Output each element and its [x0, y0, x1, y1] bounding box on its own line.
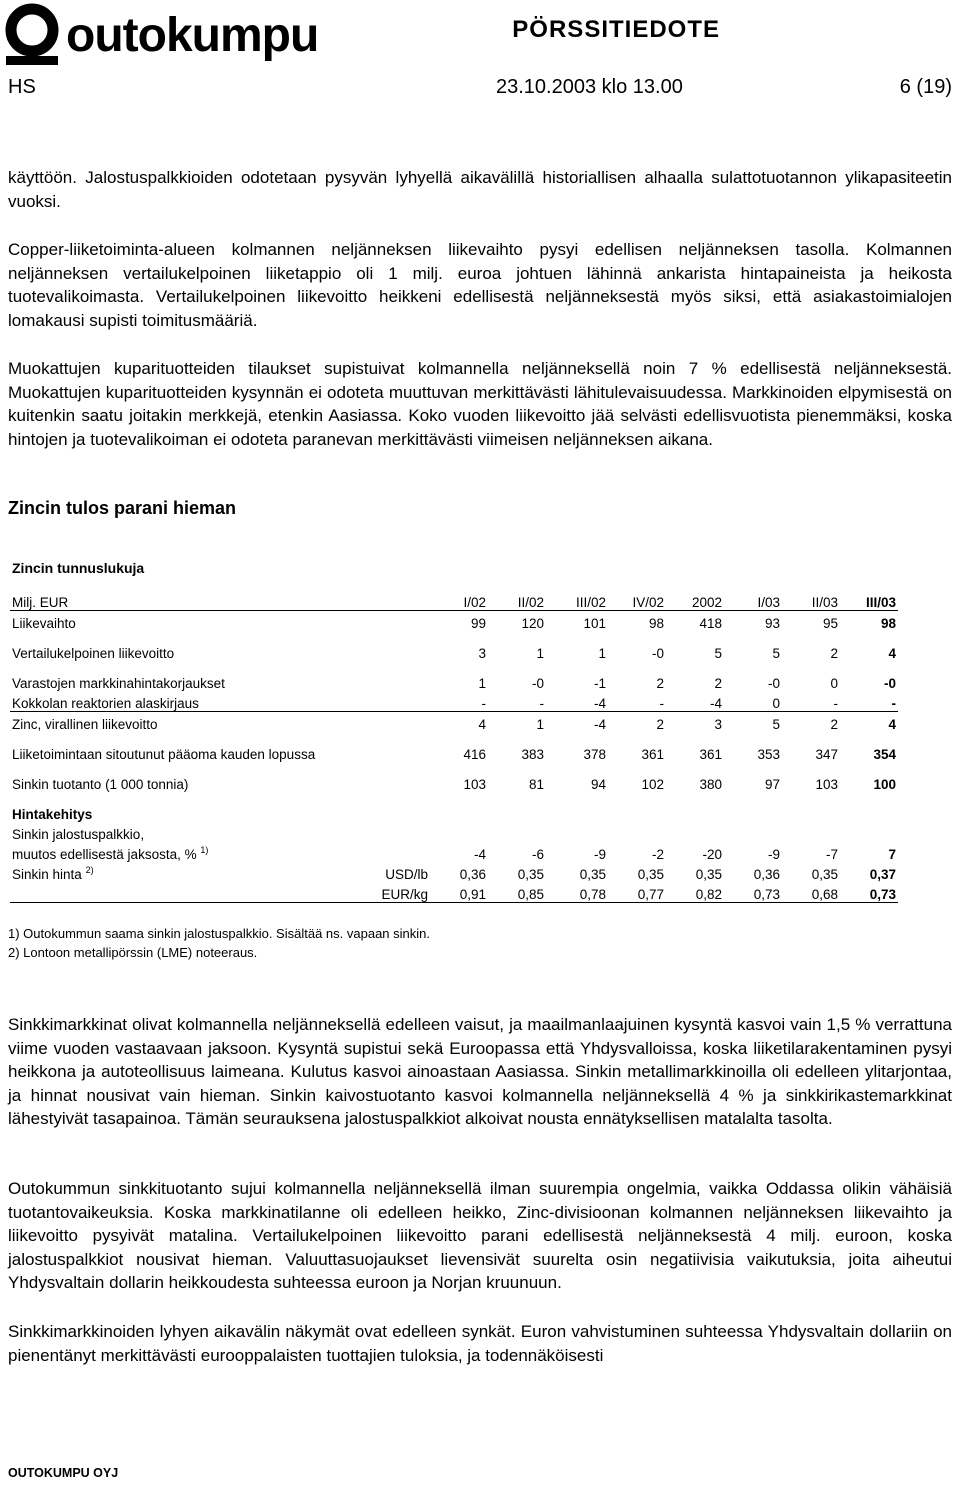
- spacer-cell: [10, 631, 368, 641]
- row-unit: [368, 641, 430, 661]
- value-cell: -9: [593, 847, 606, 862]
- value-cell: 378: [583, 747, 606, 762]
- paragraph: Copper-liiketoiminta-alueen kolmannen neljänneksen liikevaihto pysyi edellisen neljänneksen tasolla. Kolmannen neljänneksen vertailukelpoinen liiketappio oli 1 milj. euroa johtuen lähinnä ankarista hintapaineista ja heikosta tuotevalikoimasta. Vertailukelpoinen liikevoitto heikkeni edellisestä neljänneksestä myös siksi, että asiakastoimialojen lomakausi supisti toimitusmääriä.: [8, 240, 952, 330]
- spacer-cell: [488, 631, 546, 641]
- table-row: [10, 661, 898, 671]
- spacer-cell: [546, 762, 608, 772]
- table-row: [10, 762, 898, 772]
- empty-cell: [546, 802, 608, 822]
- table-row: [10, 802, 898, 822]
- value-cell: -0: [651, 646, 664, 661]
- paragraph: Muokattujen kuparituotteiden tilaukset supistuivat kolmannella neljänneksellä noin 7 % edellisestä neljänneksestä. Muokattujen kuparituotteiden kysynnän ei odoteta muuttuvan merkittävästi lähitulevaisuudessa. Markkinoiden elpymisestä on kuitenkin saatu joitakin merkkejä, etenkin Aasiassa. Koko vuoden liikevoitto jää selvästi edellisvuotista pienemmäksi, koska hintojen ja tuotevalikoiman ei odoteta paranevan merkittävästi viimeisen neljänneksen aikana.: [8, 359, 952, 449]
- value-cell: 4: [478, 717, 486, 732]
- value-cell: -20: [702, 847, 722, 862]
- value-cell: 0,68: [782, 882, 840, 903]
- spacer-cell: [840, 792, 898, 802]
- empty-cell: [368, 822, 430, 842]
- spacer-cell: [546, 631, 608, 641]
- row-unit: [368, 772, 430, 792]
- column-header: II/02: [488, 590, 546, 611]
- paragraph: Outokummun sinkkituotanto sujui kolmannella neljänneksellä ilman suurempia ongelmia, vaikka Oddassa olikin vähäisiä tuotantovaikeuksia. Koska markkinatilanne oli edelleen heikko, Zinc-divisioonan kolmannen neljänneksen liikevaihto ja liikevoitto pysyivät matalina. Vertailukelpoinen liikevoitto parani edellisestä neljänneksestä 4 milj. euroon, koska jalostuspalkkiot nousivat hieman. Valuuttasuojaukset lievensivät suurelta osin negatiivisia vaikutuksia, joita aiheutui Yhdysvaltain dollarin heikkoudesta suhteessa euroon ja Norjan kruunuun.: [8, 1179, 952, 1293]
- empty-cell: [608, 802, 666, 822]
- value-cell: 1: [536, 646, 544, 661]
- value-cell: 0,36: [459, 867, 486, 882]
- value-cell: 5: [772, 646, 780, 661]
- spacer-cell: [666, 792, 724, 802]
- column-header: IV/02: [608, 590, 666, 611]
- value-cell: 416: [463, 747, 486, 762]
- table-row: [10, 641, 898, 661]
- value-cell: 99: [470, 616, 486, 631]
- empty-cell: [488, 802, 546, 822]
- value-cell: 4: [888, 717, 896, 732]
- footnote: 1) Outokummun saama sinkin jalostuspalkkio. Sisältää ns. vapaan sinkin.: [8, 926, 430, 941]
- empty-cell: [782, 822, 840, 842]
- row-unit: [368, 671, 430, 691]
- value-cell: 103: [815, 777, 838, 792]
- row-label: Sinkin jalostuspalkkio,: [12, 827, 145, 842]
- value-cell: 4: [888, 646, 896, 661]
- spacer-cell: [840, 732, 898, 742]
- value-cell: 0,82: [666, 882, 724, 903]
- value-cell: 5: [772, 717, 780, 732]
- row-unit: USD/lb: [385, 867, 428, 882]
- value-cell: 0,85: [488, 882, 546, 903]
- empty-cell: [840, 822, 898, 842]
- value-cell: 2: [656, 676, 664, 691]
- value-cell: 102: [641, 777, 664, 792]
- value-cell: -0: [531, 676, 544, 691]
- value-cell: 0,35: [579, 867, 606, 882]
- value-cell: 103: [463, 777, 486, 792]
- spacer-cell: [368, 762, 430, 772]
- paragraph: Sinkkimarkkinat olivat kolmannella neljänneksellä edelleen vaisut, ja maailmanlaajuinen kysyntä kasvoi vain 1,5 % verrattuna viime vuoden vastaavaan jaksoon. Kysyntä supistui sekä Euroopassa että Yhdysvalloissa, koska liiketilarakentaminen pysyi heikkona ja autoteollisuus laimeana. Kulutus kasvoi ainoastaan Aasiassa. Sinkin metallimarkkinoilla oli edelleen ylitarjontaa, ja hinnat nousivat vain hieman. Sinkin kaivostuotanto kasvoi kolmannella neljänneksellä 4 % ja sinkkirikastemarkkinat lähestyivät tasapainoa. Tämän seurauksena jalostuspalkkiot alkoivat nousta ennätyksellisen matalalta tasolta.: [8, 1015, 952, 1129]
- column-header: III/03: [840, 590, 898, 611]
- value-cell: 120: [521, 616, 544, 631]
- document-type: PÖRSSITIEDOTE: [512, 16, 720, 43]
- value-cell: -: [488, 691, 546, 712]
- value-cell: -9: [767, 847, 780, 862]
- column-header: III/02: [546, 590, 608, 611]
- table-row: [10, 590, 898, 611]
- value-cell: 0,37: [869, 867, 896, 882]
- value-cell: 361: [699, 747, 722, 762]
- value-cell: 383: [521, 747, 544, 762]
- value-cell: -: [608, 691, 666, 712]
- value-cell: 7: [888, 847, 896, 862]
- row-label: Sinkin tuotanto (1 000 tonnia): [12, 777, 189, 792]
- value-cell: -: [430, 691, 488, 712]
- value-cell: 0,35: [637, 867, 664, 882]
- spacer-cell: [724, 792, 782, 802]
- value-cell: -: [840, 691, 898, 712]
- spacer-cell: [666, 732, 724, 742]
- row-label-text: muutos edellisestä jaksosta, %: [12, 847, 197, 862]
- spacer-cell: [608, 732, 666, 742]
- empty-cell: [608, 822, 666, 842]
- table-row: [10, 792, 898, 802]
- row-unit: [368, 842, 430, 862]
- row-unit: EUR/kg: [368, 882, 430, 903]
- value-cell: -2: [651, 847, 664, 862]
- page-number: 6 (19): [899, 76, 952, 98]
- value-cell: 380: [699, 777, 722, 792]
- row-label: Liikevaihto: [12, 616, 76, 631]
- spacer-cell: [840, 661, 898, 671]
- value-cell: -4: [666, 691, 724, 712]
- row-label-text: Sinkin hinta: [12, 867, 82, 882]
- spacer-cell: [546, 661, 608, 671]
- row-label: [10, 842, 368, 862]
- empty-cell: [666, 802, 724, 822]
- spacer-cell: [546, 732, 608, 742]
- spacer-cell: [10, 792, 368, 802]
- spacer-cell: [666, 661, 724, 671]
- spacer-cell: [546, 792, 608, 802]
- column-header: [368, 590, 430, 611]
- table-row: [10, 611, 898, 632]
- value-cell: 0,35: [695, 867, 722, 882]
- value-cell: 0: [830, 676, 838, 691]
- spacer-cell: [368, 631, 430, 641]
- value-cell: 0,91: [430, 882, 488, 903]
- value-cell: 361: [641, 747, 664, 762]
- table-row: [10, 882, 898, 903]
- spacer-cell: [724, 762, 782, 772]
- row-unit: [368, 691, 430, 712]
- value-cell: -4: [473, 847, 486, 862]
- empty-cell: [430, 802, 488, 822]
- spacer-cell: [608, 762, 666, 772]
- table-title: Zincin tunnuslukuja: [12, 560, 145, 576]
- spacer-cell: [782, 661, 840, 671]
- spacer-cell: [782, 762, 840, 772]
- row-label: Liiketoimintaan sitoutunut pääoma kauden lopussa: [12, 747, 316, 762]
- row-label: Zinc, virallinen liikevoitto: [12, 717, 158, 732]
- spacer-cell: [608, 661, 666, 671]
- empty-cell: [430, 822, 488, 842]
- value-cell: 5: [714, 646, 722, 661]
- value-cell: 98: [648, 616, 664, 631]
- column-header: I/03: [724, 590, 782, 611]
- value-cell: -6: [531, 847, 544, 862]
- spacer-cell: [430, 661, 488, 671]
- value-cell: -0: [767, 676, 780, 691]
- empty-cell: [782, 802, 840, 822]
- value-cell: 95: [822, 616, 838, 631]
- value-cell: 101: [583, 616, 606, 631]
- value-cell: -4: [546, 691, 608, 712]
- zinc-key-figures-table: [10, 590, 898, 903]
- row-unit: [368, 742, 430, 762]
- spacer-cell: [840, 631, 898, 641]
- value-cell: -7: [825, 847, 838, 862]
- row-label: Vertailukelpoinen liikevoitto: [12, 646, 175, 661]
- spacer-cell: [368, 661, 430, 671]
- value-cell: 418: [699, 616, 722, 631]
- row-label: Kokkolan reaktorien alaskirjaus: [10, 691, 368, 712]
- value-cell: 347: [815, 747, 838, 762]
- row-label: [10, 882, 368, 903]
- footnote: 2) Lontoon metallipörssin (LME) noteeraus.: [8, 945, 258, 960]
- spacer-cell: [488, 762, 546, 772]
- value-cell: 1: [478, 676, 486, 691]
- value-cell: 0,73: [840, 882, 898, 903]
- spacer-cell: [608, 631, 666, 641]
- spacer-cell: [430, 792, 488, 802]
- column-header: Milj. EUR: [10, 590, 368, 611]
- department-code: HS: [8, 76, 36, 98]
- value-cell: 2: [830, 646, 838, 661]
- value-cell: 93: [764, 616, 780, 631]
- paragraph: käyttöön. Jalostuspalkkioiden odotetaan pysyvän lyhyellä aikavälillä historiallisen alhaalla sulattotuotannon ylikapasiteetin vuoksi.: [8, 168, 952, 211]
- value-cell: 2: [656, 717, 664, 732]
- table-row: [10, 862, 898, 882]
- table-row: [10, 732, 898, 742]
- value-cell: 98: [880, 616, 896, 631]
- table-row: [10, 822, 898, 842]
- column-header: II/03: [782, 590, 840, 611]
- footnote-ref: 2): [85, 865, 94, 875]
- value-cell: 1: [598, 646, 606, 661]
- empty-cell: [724, 802, 782, 822]
- spacer-cell: [488, 732, 546, 742]
- value-cell: 0,35: [811, 867, 838, 882]
- value-cell: 1: [536, 717, 544, 732]
- section-heading: Zincin tulos parani hieman: [8, 498, 237, 518]
- value-cell: 0,36: [753, 867, 780, 882]
- table-row: [10, 712, 898, 733]
- spacer-cell: [10, 661, 368, 671]
- spacer-cell: [488, 661, 546, 671]
- spacer-cell: [10, 762, 368, 772]
- empty-cell: [666, 822, 724, 842]
- footnote-ref: 1): [200, 845, 209, 855]
- value-cell: 0,35: [517, 867, 544, 882]
- value-cell: 354: [873, 747, 896, 762]
- spacer-cell: [10, 732, 368, 742]
- spacer-cell: [666, 762, 724, 772]
- row-label: Varastojen markkinahintakorjaukset: [12, 676, 225, 691]
- spacer-cell: [782, 792, 840, 802]
- value-cell: -0: [883, 676, 896, 691]
- value-cell: -1: [593, 676, 606, 691]
- table-row: [10, 691, 898, 712]
- logo-wordmark: outokumpu: [66, 9, 319, 62]
- empty-cell: [724, 822, 782, 842]
- column-header: I/02: [430, 590, 488, 611]
- spacer-cell: [724, 732, 782, 742]
- value-cell: 94: [590, 777, 606, 792]
- spacer-cell: [608, 792, 666, 802]
- spacer-cell: [724, 661, 782, 671]
- spacer-cell: [430, 732, 488, 742]
- spacer-cell: [840, 762, 898, 772]
- value-cell: -: [782, 691, 840, 712]
- spacer-cell: [368, 792, 430, 802]
- value-cell: 0,77: [608, 882, 666, 903]
- column-header: 2002: [666, 590, 724, 611]
- empty-cell: [368, 802, 430, 822]
- value-cell: 2: [830, 717, 838, 732]
- row-unit: [368, 611, 430, 632]
- spacer-cell: [782, 631, 840, 641]
- spacer-cell: [666, 631, 724, 641]
- value-cell: 3: [478, 646, 486, 661]
- empty-cell: [840, 802, 898, 822]
- footer-company: OUTOKUMPU OYJ: [8, 1466, 119, 1480]
- price-section-heading: Hintakehitys: [12, 807, 93, 822]
- value-cell: 0,78: [546, 882, 608, 903]
- spacer-cell: [488, 792, 546, 802]
- spacer-cell: [430, 631, 488, 641]
- table-row: [10, 842, 898, 862]
- table-row: [10, 671, 898, 691]
- spacer-cell: [782, 732, 840, 742]
- empty-cell: [546, 822, 608, 842]
- row-unit: [368, 712, 430, 733]
- value-cell: 81: [528, 777, 544, 792]
- value-cell: 353: [757, 747, 780, 762]
- table-row: [10, 631, 898, 641]
- spacer-cell: [724, 631, 782, 641]
- spacer-cell: [368, 732, 430, 742]
- table-row: [10, 772, 898, 792]
- value-cell: 0: [724, 691, 782, 712]
- spacer-cell: [430, 762, 488, 772]
- value-cell: 97: [764, 777, 780, 792]
- table-row: [10, 742, 898, 762]
- empty-cell: [488, 822, 546, 842]
- value-cell: 3: [714, 717, 722, 732]
- row-label: [10, 862, 368, 882]
- value-cell: 100: [873, 777, 896, 792]
- release-datetime: 23.10.2003 klo 13.00: [496, 76, 683, 98]
- value-cell: -4: [593, 717, 606, 732]
- value-cell: 0,73: [724, 882, 782, 903]
- value-cell: 2: [714, 676, 722, 691]
- paragraph: Sinkkimarkkinoiden lyhyen aikavälin näkymät ovat edelleen synkät. Euron vahvistuminen suhteessa Yhdysvaltain dollariin on pienentänyt merkittävästi eurooppalaisten tuottajien tuloksia, ja todennäköisesti: [8, 1322, 952, 1365]
